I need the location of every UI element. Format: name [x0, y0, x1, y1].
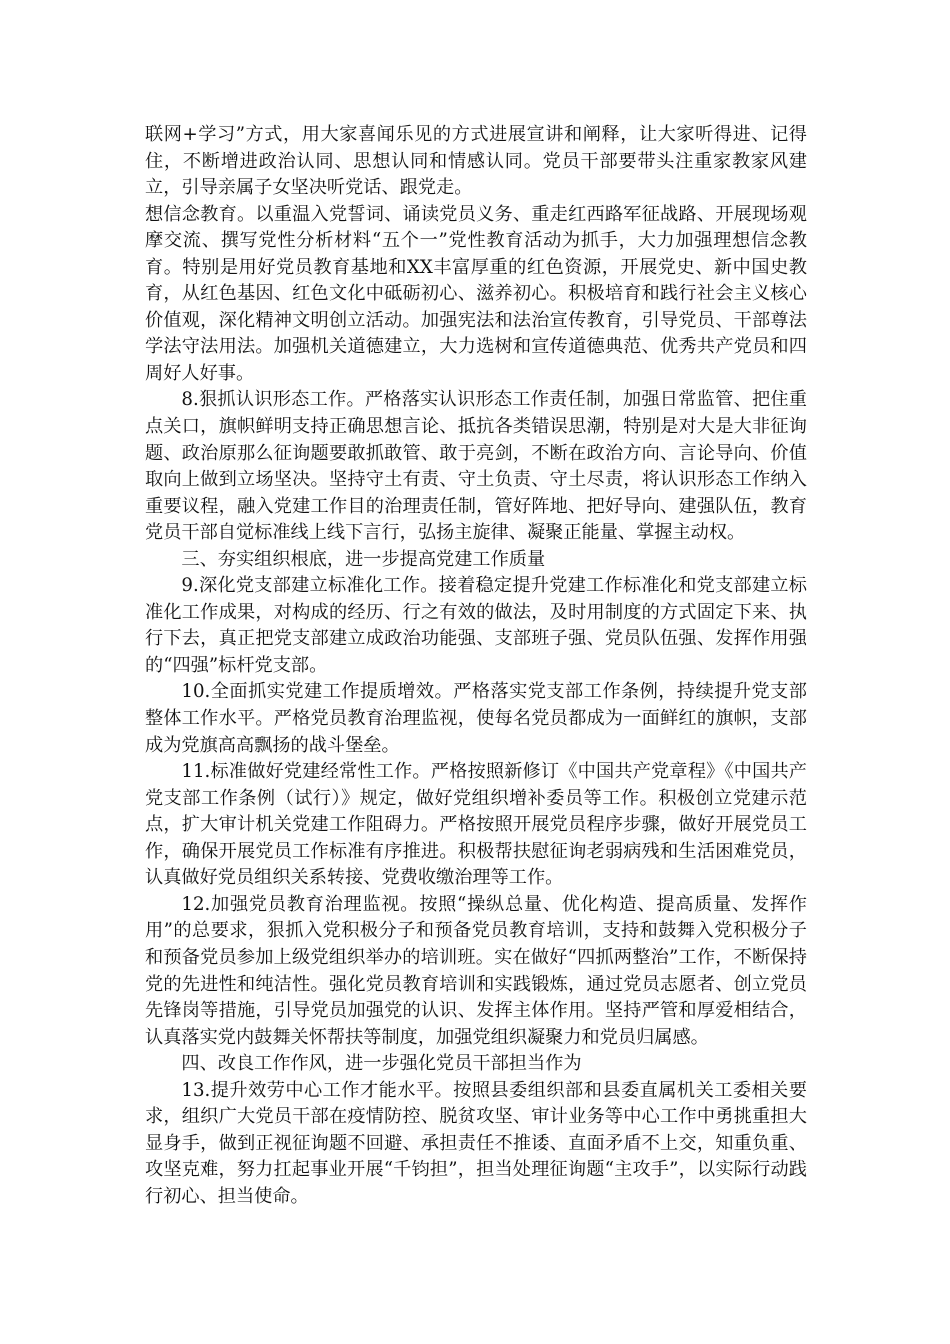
paragraph-7: 11.标准做好党建经常性工作。严格按照新修订《中国共产党章程》《中国共产党支部工作条例（试行）》规定，做好党组织增补委员等工作。积极创立党建示范点，扩大审计机关党建工作阻碍力。严格按照开展党员程序步骤，做好开展党员工作，确保开展党员工作标准有序推进。积极帮扶慰征询老弱病残和生活困难党员，认真做好党员组织关系转接、党费收缴治理等工作。 [145, 761, 807, 889]
paragraph-1: 联网+学习”方式，用大家喜闻乐见的方式进展宣讲和阐释，让大家听得进、记得住，不断增进政治认同、思想认同和情感认同。党员干部要带头注重家教家风建立，引导亲属子女坚决听党话、跟党走。 [145, 124, 807, 199]
section-heading-3: 三、夯实组织根底，进一步提高党建工作质量 [181, 548, 546, 570]
paragraph-6: 10.全面抓实党建工作提质增效。严格落实党支部工作条例，持续提升党支部整体工作水平。严格党员教育治理监视，使每名党员都成为一面鲜红的旗帜，支部成为党旗高高飘扬的战斗堡垒。 [145, 681, 807, 756]
paragraph-5: 9.深化党支部建立标准化工作。接着稳定提升党建工作标准化和党支部建立标准化工作成果，对构成的经历、行之有效的做法，及时用制度的方式固定下来、执行下去，真正把党支部建立成政治功能强、支部班子强、党员队伍强、发挥作用强的“四强”标杆党支部。 [145, 575, 807, 676]
section-heading-4: 四、改良工作作风，进一步强化党员干部担当作为 [181, 1053, 582, 1075]
paragraph-10: 13.提升效劳中心工作才能水平。按照县委组织部和县委直属机关工委相关要求，组织广大党员干部在疫情防控、脱贫攻坚、审计业务等中心工作中勇挑重担大显身手，做到正视征询题不回避、承担责任不推诿、直面矛盾不上交，知重负重、攻坚克难，努力扛起事业开展“千钧担”，担当处理征询题“主攻手”，以实际行动践行初心、担当使命。 [145, 1079, 807, 1207]
document-body [145, 122, 807, 1210]
paragraph-2: 想信念教育。以重温入党誓词、诵读党员义务、重走红西路军征战路、开展现场观摩交流、撰写党性分析材料“五个一”党性教育活动为抓手，大力加强理想信念教育。特别是用好党员教育基地和XX丰富厚重的红色资源，开展党史、新中国史教育，从红色基因、红色文化中砥砺初心、滋养初心。积极培育和践行社会主义核心价值观，深化精神文明创立活动。加强宪法和法治宣传教育，引导党员、干部尊法学法守法用法。加强机关道德建立，大力选树和宣传道德典范、优秀共产党员和四周好人好事。 [145, 203, 807, 384]
paragraph-8: 12.加强党员教育治理监视。按照“操纵总量、优化构造、提高质量、发挥作用”的总要求，狠抓入党积极分子和预备党员教育培训，支持和鼓舞入党积极分子和预备党员参加上级党组织举办的培训班。实在做好“四抓两整治”工作，不断保持党的先进性和纯洁性。强化党员教育培训和实践锻炼，通过党员志愿者、创立党员先锋岗等措施，引导党员加强党的认识、发挥主体作用。坚持严管和厚爱相结合，认真落实党内鼓舞关怀帮扶等制度，加强党组织凝聚力和党员归属感。 [145, 893, 807, 1048]
paragraph-3: 8.狠抓认识形态工作。严格落实认识形态工作责任制，加强日常监管、把住重点关口，旗帜鲜明支持正确思想言论、抵抗各类错误思潮，特别是对大是大非征询题、政治原那么征询题要敢抓敢管、敢于亮剑，不断在政治方向、言论导向、价值取向上做到立场坚决。坚持守土有责、守土负责、守土尽责，将认识形态工作纳入重要议程，融入党建工作目的治理责任制，管好阵地、把好导向、建强队伍，教育党员干部自觉标准线上线下言行，弘扬主旋律、凝聚正能量、掌握主动权。 [145, 389, 807, 544]
